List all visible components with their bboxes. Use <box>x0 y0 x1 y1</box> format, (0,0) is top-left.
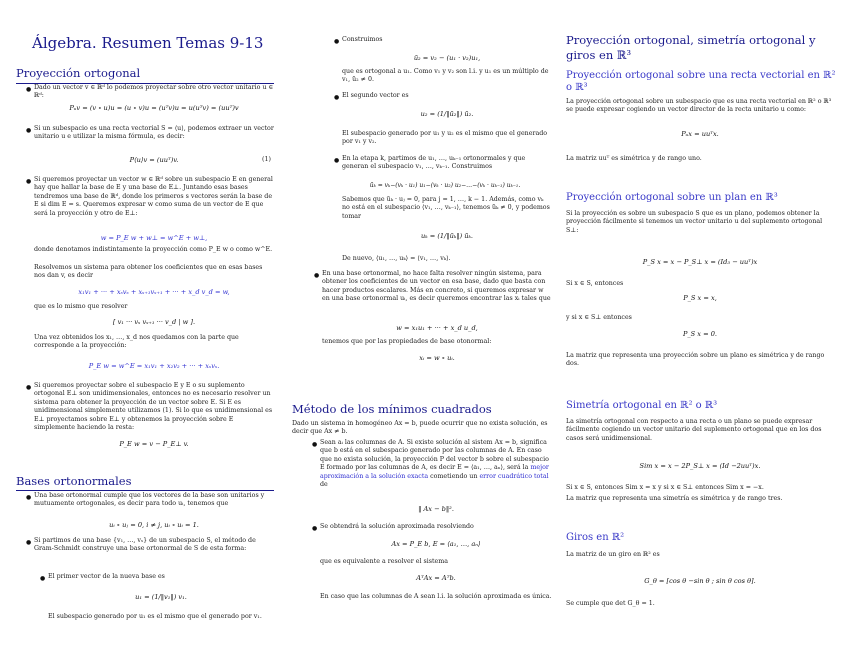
paragraph: y si x ∈ S⊥ entonces <box>566 314 632 321</box>
equation: Pᵤx = uuᵀx. <box>681 130 719 138</box>
equation-number: (1) <box>262 156 271 163</box>
equation: P_E w = w^E = x₁v₁ + x₂v₂ + ··· + xₛvₛ. <box>88 362 220 370</box>
paragraph: Sabemos que ũₖ · uⱼ = 0, para j = 1, …, k − 1. Además, como vₖ no está en el subespacio ⟨v₁, …, vₖ₋₁⟩, tenemos ũₖ ≠ 0, y podemos tomar <box>342 196 550 220</box>
paragraph: tenemos que por las propiedades de base otonormal: <box>322 338 492 345</box>
paragraph: La matriz que representa una proyección sobre un plano es simétrica y de rango dos. <box>566 352 825 368</box>
paragraph: La simetría ortogonal con respecto a una recta o un plano se puede expresar fácilmente cogiendo un vector unitario del suplemento ortogonal que en los dos casos será unidimensional. <box>566 418 822 442</box>
subsection-heading-plane-projection: Proyección ortogonal sobre un plan en ℝ³ <box>566 192 778 203</box>
paragraph: Sean aᵢ las columnas de A. Si existe solución al sistem Ax = b, significa que b está en el subespacio generado por las columnas de A. En caso que no exista solución, la proyección P del vector b sobre el subespacio E formado por las columnas de A, es decir E = ⟨a₁, …, aₙ⟩, será la mejor aproximación a la solución exacta cometiendo un error cuadrático total de <box>320 439 549 489</box>
equation: ‖ Ax − b‖². <box>418 505 454 513</box>
equation: uᵢ ∘ uⱼ = 0, i ≠ j, uᵢ ∘ uᵢ = 1. <box>109 521 199 529</box>
paragraph: que es ortogonal a u₁. Como v₁ y v₂ son l.i. y u₁ es un múltiplo de v₁, ũ₂ ≠ 0. <box>342 68 549 84</box>
paragraph: que es lo mismo que resolver <box>34 303 128 310</box>
paragraph: Dado un sistema in homogéneo Ax = b, puede ocurrir que no exista solución, es decir que Ax ≠ b. <box>292 420 548 436</box>
paragraph: La proyección ortogonal sobre un subespacio que es una recta vectorial en ℝ² o ℝ³ se puede expresar cogiendo un vector director de la recta unitario u como: <box>566 98 832 114</box>
equation: x₁v₁ + ··· + xₛvₛ + xₛ₊₁vₛ₊₁ + ··· + x_d v_d = w, <box>78 288 230 296</box>
subsection-heading-line-projection: Proyección ortogonal sobre una recta vectorial en ℝ² o ℝ³ <box>566 70 836 93</box>
bullet: ● <box>334 38 340 45</box>
bullet: ● <box>26 178 32 185</box>
document-title: Álgebra. Resumen Temas 9-13 <box>32 34 264 52</box>
equation: P_S x = x, <box>683 294 717 302</box>
paragraph: El segundo vector es <box>342 92 409 99</box>
equation: u₂ = (1/‖ũ₂‖) ũ₂. <box>420 110 474 118</box>
equation: u₁ = (1/‖v₁‖) v₁. <box>135 593 187 601</box>
paragraph: Una base ortonormal cumple que los vectores de la base son unitarios y mutuamente ortogonales, es decir para todo uᵢ, tenemos que <box>34 492 265 508</box>
bullet: ● <box>334 157 340 164</box>
paragraph: El subespacio generado por u₁ y u₂ es el mismo que el generado por v₁ y v₂. <box>342 130 548 146</box>
paragraph: Si x ∈ S, entonces <box>566 280 624 287</box>
paragraph: El subespacio generado por u₁ es el mismo que el generado por v₁. <box>48 613 262 620</box>
bullet: ● <box>312 525 318 532</box>
equation: uₖ = (1/‖ũₖ‖) ũₖ. <box>420 232 474 240</box>
equation: Ax = P_E b, E = ⟨a₁, …, aₙ⟩ <box>391 540 481 548</box>
paragraph: donde denotamos indistintamente la proyección como P_E w o como w^E. <box>34 246 273 253</box>
section-heading-least-squares: Método de los mínimos cuadrados <box>292 402 492 416</box>
paragraph: Si partimos de una base {v₁, …, vₛ} de un subespacio S, el método de Gram-Schmidt construye una base ortonormal de S de esta forma: <box>34 537 256 553</box>
link-best-approximation[interactable]: mejor aproximación a la solución exacta <box>320 464 549 480</box>
paragraph: Se cumple que det G_θ = 1. <box>566 600 655 607</box>
paragraph: En caso que las columnas de A sean l.i. la solución aproximada es única. <box>320 593 552 600</box>
equation: ũ₂ = v₂ − (u₁ · v₂)u₁, <box>413 54 481 62</box>
equation: ũₖ = vₖ−(vₖ · u₁) u₁−(vₖ · u₂) u₂−…−(vₖ · uₖ₋₁) uₖ₋₁. <box>369 182 521 189</box>
equation: Sim x = x − 2P_S⊥ x = (Id −2uuᵀ)x. <box>639 462 761 470</box>
bullet: ● <box>314 272 320 279</box>
bullet: ● <box>26 86 32 93</box>
equation: P_S x = x − P_S⊥ x = (Id₃ − uuᵀ)x <box>642 258 758 266</box>
bullet: ● <box>334 94 340 101</box>
paragraph: La matriz uuᵀ es simétrica y de rango uno. <box>566 155 702 162</box>
paragraph: La matriz de un giro en ℝ² es <box>566 551 660 558</box>
equation: P_S x = 0. <box>682 330 718 338</box>
bullet: ● <box>26 494 32 501</box>
equation: G_θ = [cos θ −sin θ ; sin θ cos θ]. <box>644 577 756 585</box>
bullet: ● <box>312 441 318 448</box>
equation: w = P_E w + w⊥ = w^E + w⊥, <box>100 234 208 242</box>
paragraph: La matriz que representa una simetría es simétrica y de rango tres. <box>566 495 783 502</box>
paragraph: Si la proyección es sobre un subespacio S que es un plano, podemos obtener la proyección fácilmente si tenemos un vector unitario u del suplemento ortogonal S⊥: <box>566 210 823 234</box>
paragraph: Se obtendrá la solución aproximada resolviendo <box>320 523 474 530</box>
bullet: ● <box>26 384 32 391</box>
equation: AᵀAx = Aᵀb. <box>416 574 456 582</box>
paragraph: Construimos <box>342 36 383 43</box>
bullet: ● <box>40 575 46 582</box>
section-heading-projection-symmetry-rotation: Proyección ortogonal, simetría ortogonal y giros en ℝ³ <box>566 33 816 62</box>
paragraph: Una vez obtenidos los x₁, …, x_d nos quedamos con la parte que corresponde a la proyección: <box>34 334 239 350</box>
paragraph: Si queremos proyectar un vector w ∈ ℝᵈ sobre un subespacio E en general hay que hallar la base de E y una base de E⊥. Juntando esas bases tendremos una base de ℝᵈ, donde los primeros s vectores serán la base de E si dim E = s. Queremos expresar w como suma de un vector de E que será la proyección y otro de E⊥: <box>34 176 273 217</box>
paragraph: Resolvemos un sistema para obtener los coeficientes que en esas bases nos dan v, es decir <box>34 264 263 280</box>
paragraph: Si queremos proyectar sobre el subespacio E y E o su suplemento ortogonal E⊥ son unidimensionales, entonces no es necesario resolver un sistema para obtener la proyección de un vector sobre E. Si E es unidimensional simplemente utilizamos (1). Si lo que es unidimensional es E⊥ proyectamos sobre E⊥ y obtenemos la proyección sobre E simplemente haciendo la resta: <box>34 382 273 432</box>
section-heading-orthonormal-bases: Bases ortonormales <box>16 474 132 488</box>
paragraph: que es equivalente a resolver el sistema <box>320 558 448 565</box>
section-heading-orthogonal-projection: Proyección ortogonal <box>16 66 141 80</box>
bullet: ● <box>26 539 32 546</box>
subsection-heading-rotations: Giros en ℝ² <box>566 532 625 543</box>
equation: [ v₁ ··· vₛ vₛ₊₁ ··· v_d | w ]. <box>112 318 196 326</box>
equation: P_E w = v − P_E⊥ v. <box>119 440 189 448</box>
paragraph: El primer vector de la nueva base es <box>48 573 165 580</box>
paragraph: Si x ∈ S, entonces Sim x = x y si x ∈ S⊥ entonces Sim x = −x. <box>566 484 764 491</box>
equation: Pᵤv = (v ∘ u)u = (u ∘ v)u = (uᵀv)u = u(uᵀv) = (uuᵀ)v <box>69 104 239 112</box>
bullet: ● <box>26 127 32 134</box>
paragraph: Si un subespacio es una recta vectorial S = ⟨u⟩, podemos extraer un vector unitario u e utilizar la misma fórmula, es decir: <box>34 125 274 141</box>
paragraph: Dado un vector v ∈ ℝᵈ lo podemos proyectar sobre otro vector unitario u ∈ ℝᵈ: <box>34 84 274 100</box>
paragraph: En una base ortonormal, no hace falta resolver ningún sistema, para obtener los coeficientes de un vector en esa base, dado que basta con hacer productos escalares. Más en concreto, si queremos expresar w en una base ortonormal uᵢ, es decir queremos encontrar las xᵢ tales que <box>322 270 551 303</box>
paragraph: De nuevo, ⟨u₁, …, uₖ⟩ = ⟨v₁, …, vₖ⟩. <box>342 255 451 262</box>
paragraph: En la etapa k, partimos de u₁, …, uₖ₋₁ ortonormales y que generan el subespacio v₁, …, vₖ₋₁. Construimos <box>342 155 526 171</box>
link-total-squared-error[interactable]: error cuadrático total <box>479 472 549 480</box>
section-rule <box>16 490 274 491</box>
subsection-heading-orthogonal-symmetry: Simetría ortogonal en ℝ² o ℝ³ <box>566 400 718 411</box>
equation: w = x₁u₁ + ··· + x_d u_d, <box>396 324 478 332</box>
equation: xᵢ = w ∘ uᵢ. <box>419 354 455 362</box>
equation: P⟨u⟩v = (uuᵀ)v. <box>129 156 179 164</box>
